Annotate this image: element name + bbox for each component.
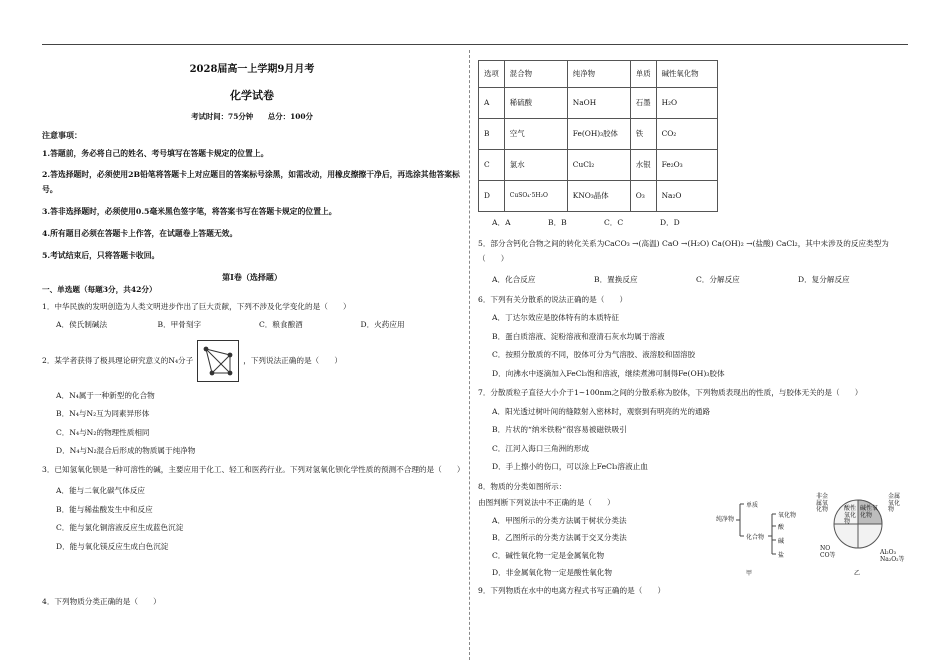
table-cell: C: [479, 150, 505, 181]
q2-opt-b: B．N₄与N₂互为同素异形体: [56, 409, 150, 419]
question-2: [42, 340, 462, 382]
exam-title: 2028届高一上学期9月月考: [189, 64, 315, 75]
table-cell: O₃: [630, 181, 656, 212]
table-cell: 稀硫酸: [504, 88, 567, 119]
table-cell: Fe(OH)₃胶体: [567, 119, 630, 150]
table-cell: 石墨: [630, 88, 656, 119]
q5-opt-a: A．化合反应: [492, 275, 536, 285]
q5-opt-c: C．分解反应: [696, 275, 740, 285]
q2-pre: 2．某学者获得了极具理论研究意义的N₄分子: [42, 355, 194, 365]
q3-opt-c: C．能与氯化铜溶液反应生成蓝色沉淀: [56, 523, 184, 533]
table-cell: KNO₃晶体: [567, 181, 630, 212]
table-header-cell: 碱性氧化物: [656, 61, 717, 88]
question-8: 8．物质的分类如图所示：: [478, 481, 567, 491]
q8-opt-d: D．非金属氧化物一定是酸性氧化物: [492, 568, 612, 578]
table-cell: Fe₂O₃: [656, 150, 717, 181]
table-cell: CO₂: [656, 119, 717, 150]
top-rule: [42, 44, 908, 45]
question-9: 9．下列物质在水中的电离方程式书写正确的是（ ）: [478, 585, 666, 595]
q3-opt-d: D．能与氧化镁反应生成白色沉淀: [56, 541, 169, 551]
table-row: [479, 88, 718, 119]
table-row: [479, 150, 718, 181]
venn-label: 金属氧化物: [888, 493, 901, 514]
q7-opt-d: D．手上擦小的伤口，可以涂上FeCl₃溶液止血: [492, 462, 648, 472]
table-cell: D: [479, 181, 505, 212]
section-title: 第Ⅰ卷（选择题）: [222, 272, 282, 283]
q6-opt-c: C．按照分散质的不同，胶体可分为气溶胶、液溶胶和固溶胶: [492, 350, 696, 360]
q4-opt-d: D．D: [660, 218, 680, 227]
diagram-label-a: 甲: [746, 570, 753, 577]
q8-opt-a: A．甲图所示的分类方法属于树状分类法: [492, 515, 627, 525]
venn-label: 碱性氧化物: [860, 505, 879, 519]
q1-opt-c: C．粮食酿酒: [259, 320, 303, 330]
venn-label: NO CO等: [820, 545, 836, 559]
table-cell: 水银: [630, 150, 656, 181]
n4-molecule-image: [197, 340, 239, 382]
table-row: [479, 181, 718, 212]
q2-opt-a: A．N₄属于一种新型的化合物: [56, 390, 155, 400]
q5-options: [492, 275, 908, 284]
q6-opt-a: A．丁达尔效应是胶体特有的本质特征: [492, 313, 619, 323]
venn-label: Al₂O₃ Na₂O₂等: [880, 549, 905, 563]
table-header-cell: 选项: [479, 61, 505, 88]
q4-opt-c: C．C: [604, 218, 624, 227]
q1-opt-b: B．甲骨刻字: [157, 320, 202, 330]
q7-opt-a: A．阳光透过树叶间的缝隙射入密林时，观察到有明亮的光的通路: [492, 406, 711, 416]
question-1: 1．中华民族的发明创造为人类文明进步作出了巨大贡献，下列不涉及化学变化的是（ ）: [42, 301, 351, 311]
note-1: 1.答题前，务必将自己的姓名、考号填写在答题卡规定的位置上。: [42, 148, 269, 158]
q8-opt-c: C．碱性氧化物一定是金属氧化物: [492, 550, 605, 560]
q1-opt-d: D．火药应用: [360, 320, 405, 330]
question-7: 7．分散质粒子直径大小介于1~100nm之间的分散系称为胶体，下列物质表现出的性质，与胶体无关的是（ ）: [478, 388, 863, 398]
table-header-row: [479, 61, 718, 88]
q7-opt-c: C．江河入海口三角洲的形成: [492, 443, 589, 453]
tree-node: 化合物: [746, 534, 765, 541]
table-header-cell: 单质: [630, 61, 656, 88]
q6-opt-b: B．蛋白质溶液、淀粉溶液和澄清石灰水均属于溶液: [492, 331, 665, 341]
note-2: 2.答选择题时，必须使用2B铅笔将答题卡上对应题目的答案标号涂黑，如需改动，用橡皮擦擦干净后，再选涂其他答案标号。: [42, 170, 460, 195]
table-header-cell: 纯净物: [567, 61, 630, 88]
q2-opt-c: C．N₄与N₂的物理性质相同: [56, 427, 150, 437]
question-5: 5．部分含钙化合物之间的转化关系为CaCO₃ →(高温) CaO →(H₂O) Ca(OH)₂ →(盐酸) CaCl₂，其中未涉及的反应类型为（ ）: [478, 239, 889, 263]
note-5: 5.考试结束后，只将答题卡收回。: [42, 250, 160, 260]
tree-leaf: 盐: [778, 552, 785, 559]
q3-opt-a: A．能与二氧化碳气体反应: [56, 486, 146, 496]
table-cell: CuSO₄·5H₂O: [504, 181, 567, 212]
table-cell: 空气: [504, 119, 567, 150]
classification-diagram: [716, 490, 916, 580]
q5-opt-b: B．置换反应: [594, 275, 638, 285]
table-cell: B: [479, 119, 505, 150]
table-cell: A: [479, 88, 505, 119]
table-header-cell: 混合物: [504, 61, 567, 88]
column-divider: [469, 50, 470, 660]
tree-leaf: 酸: [778, 524, 785, 531]
q3-opt-b: B．能与稀盐酸发生中和反应: [56, 504, 153, 514]
q1-opt-a: A．侯氏制碱法: [56, 320, 108, 330]
q8-opt-b: B．乙图所示的分类方法属于交叉分类法: [492, 533, 627, 543]
q2-post: ，下列说法正确的是（ ）: [243, 355, 342, 365]
exam-meta: 考试时间：75分钟 总分：100分: [191, 112, 313, 122]
venn-label: 非金属氧化物: [816, 493, 829, 514]
table-cell: Na₂O: [656, 181, 717, 212]
q4-opt-b: B．B: [548, 218, 567, 227]
question-8-sub: 由图判断下列说法中不正确的是（ ）: [478, 498, 615, 508]
exam-subject: 化学试卷: [230, 88, 274, 102]
table-cell: 铁: [630, 119, 656, 150]
tree-root: 纯净物: [716, 516, 735, 523]
table-cell: NaOH: [567, 88, 630, 119]
q6-opt-d: D．向沸水中逐滴加入FeCl₃饱和溶液，继续煮沸可制得Fe(OH)₃胶体: [492, 368, 725, 378]
note-3: 3.答非选择题时，必须使用0.5毫米黑色签字笔，将答案书写在答题卡规定的位置上。: [42, 206, 337, 216]
tree-leaf: 碱: [778, 538, 785, 545]
notes-heading: 注意事项：: [42, 129, 82, 140]
question-4: 4．下列物质分类正确的是（ ）: [42, 597, 161, 607]
classification-table: [478, 60, 718, 212]
q7-opt-b: B．片状的“纳米铁粉”很容易被磁铁吸引: [492, 425, 627, 435]
question-3: 3．已知氢氧化钡是一种可溶性的碱，主要应用于化工、轻工和医药行业。下列对氢氧化钡化学性质的预测不合理的是（ ）: [42, 464, 465, 474]
table-row: [479, 119, 718, 150]
q5-opt-d: D．复分解反应: [798, 275, 850, 285]
table-cell: H₂O: [656, 88, 717, 119]
venn-label: 酸性氧化物: [844, 505, 857, 526]
q2-opt-d: D．N₄与N₂混合后形成的物质属于纯净物: [56, 446, 196, 456]
q4-options: [492, 218, 908, 227]
q4-opt-a: A．A: [492, 218, 511, 227]
part-heading: 一、单选题（每题3分，共42分）: [42, 285, 157, 295]
tree-node: 单质: [746, 502, 759, 509]
table-cell: CuCl₂: [567, 150, 630, 181]
tree-leaf: 氧化物: [778, 512, 797, 519]
table-cell: 氯水: [504, 150, 567, 181]
note-4: 4.所有题目必须在答题卡上作答，在试题卷上答题无效。: [42, 228, 238, 238]
question-6: 6．下列有关分散系的说法正确的是（ ）: [478, 294, 628, 304]
left-column: [42, 54, 465, 607]
diagram-label-b: 乙: [854, 570, 861, 577]
q1-options: [56, 320, 462, 329]
